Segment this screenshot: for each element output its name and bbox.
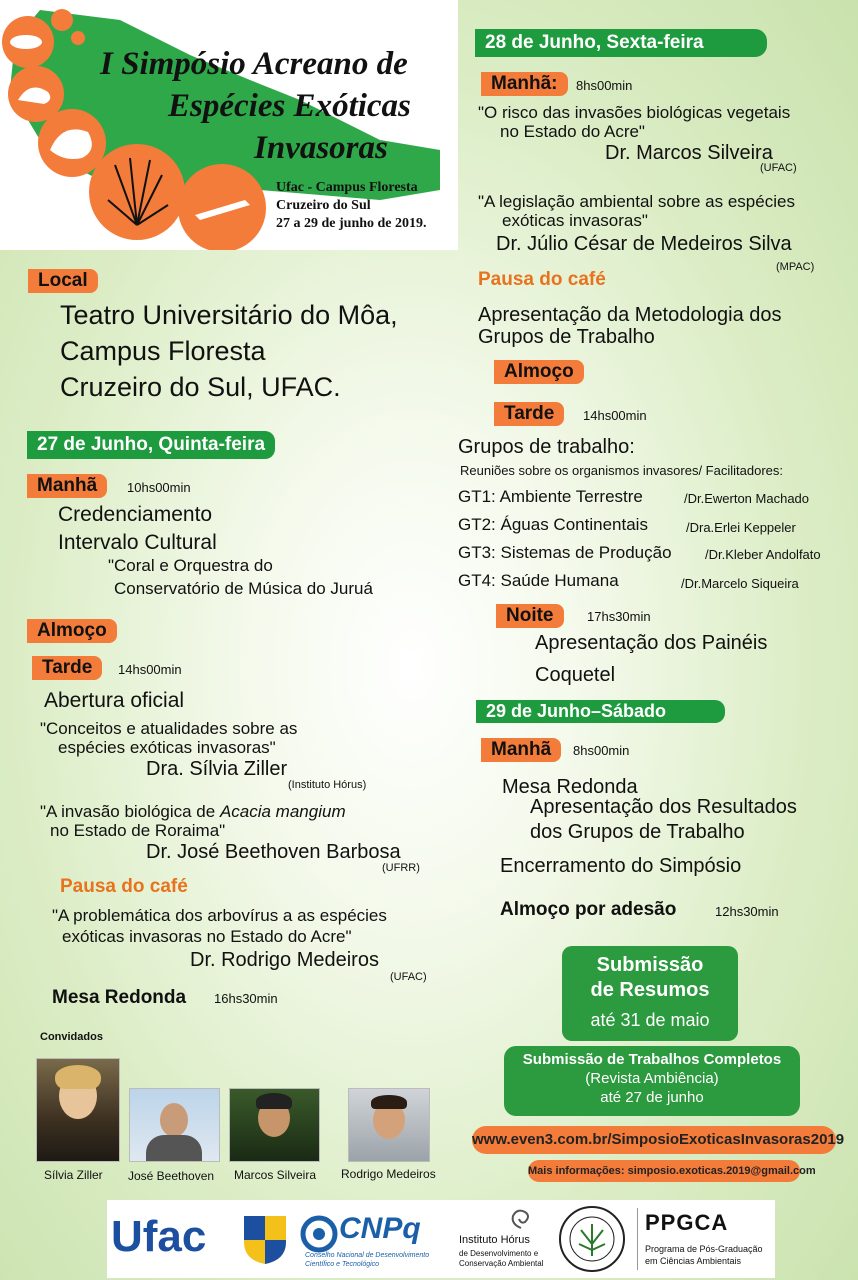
horus-sub-1: de Desenvolvimento e bbox=[459, 1249, 539, 1258]
day27-mesa: Mesa Redonda bbox=[52, 987, 187, 1008]
horus-name: Instituto Hórus bbox=[459, 1234, 530, 1246]
photo-silvia-ziller bbox=[36, 1058, 120, 1162]
gt2-facilitator: /Dra.Erlei Keppeler bbox=[686, 520, 796, 535]
day29-mesa: Mesa Redonda bbox=[502, 776, 638, 798]
completos-line-2: (Revista Ambiência) bbox=[585, 1070, 719, 1087]
photo-marcos-silveira bbox=[229, 1088, 320, 1162]
inst-ufrr: (UFRR) bbox=[382, 862, 420, 874]
cnpq-logo: CNPq bbox=[339, 1212, 421, 1245]
gt2-name: GT2: Águas Continentais bbox=[458, 515, 648, 534]
gt1-name: GT1: Ambiente Terrestre bbox=[458, 487, 643, 506]
day28-talk2-line-2: exóticas invasoras" bbox=[502, 211, 648, 230]
day28-noite-time: 17hs30min bbox=[587, 609, 651, 624]
talk2-text: "A invasão biológica de bbox=[40, 802, 220, 821]
photo-jose-beethoven bbox=[129, 1088, 220, 1162]
talk1-line-2: espécies exóticas invasoras" bbox=[58, 738, 276, 757]
cnpq-sub-2: Científico e Tecnológico bbox=[305, 1261, 380, 1268]
reunioes-facilitadores: Reuniões sobre os organismos invasores/ Facilitadores: bbox=[460, 463, 783, 478]
inst-ufac: (UFAC) bbox=[390, 971, 427, 983]
convidados-label: Convidados bbox=[40, 1031, 103, 1043]
gt3-facilitator: /Dr.Kleber Andolfato bbox=[705, 547, 821, 562]
encerramento: Encerramento do Simpósio bbox=[500, 855, 742, 877]
gt1-facilitator: /Dr.Ewerton Machado bbox=[684, 491, 810, 506]
resultados-line-1: Apresentação dos Resultados bbox=[530, 796, 797, 818]
gt3-name: GT3: Sistemas de Produção bbox=[458, 543, 672, 562]
caption-beethoven: José Beethoven bbox=[128, 1169, 215, 1183]
header-banner bbox=[0, 0, 458, 250]
title-line-1: I Simpósio Acreano de bbox=[100, 46, 408, 82]
credenciamento: Credenciamento bbox=[58, 503, 213, 526]
day28-title: 28 de Junho, Sexta-feira bbox=[475, 29, 767, 57]
grupos-trabalho: Grupos de trabalho: bbox=[458, 436, 635, 458]
day27-tarde-tag: Tarde bbox=[32, 656, 102, 680]
cnpq-symbol-icon bbox=[299, 1214, 339, 1254]
day27-almoco-tag: Almoço bbox=[27, 619, 117, 643]
day28-tarde-tag: Tarde bbox=[494, 402, 564, 426]
lab-seal-icon bbox=[557, 1204, 627, 1274]
metodologia-line-1: Apresentação da Metodologia dos bbox=[478, 304, 782, 326]
title-line-2: Espécies Exóticas bbox=[168, 88, 411, 124]
hair bbox=[256, 1093, 292, 1109]
completos-line-1: Submissão de Trabalhos Completos bbox=[522, 1051, 782, 1068]
metodologia-line-2: Grupos de Trabalho bbox=[478, 326, 655, 348]
contact-email[interactable]: Mais informações: simposio.exoticas.2019@gmail.com bbox=[528, 1160, 800, 1182]
speaker-beethoven: Dr. José Beethoven Barbosa bbox=[146, 841, 401, 863]
speaker-julio: Dr. Júlio César de Medeiros Silva bbox=[496, 233, 792, 255]
speaker-ziller: Dra. Sílvia Ziller bbox=[146, 758, 288, 780]
talk1-line-1: "Conceitos e atualidades sobre as bbox=[40, 719, 298, 738]
day27-manha-tag: Manhã bbox=[27, 474, 107, 498]
inst-mpac: (MPAC) bbox=[776, 261, 815, 273]
ppgca-logo: PPGCA bbox=[645, 1210, 729, 1235]
caption-ziller: Sílvia Ziller bbox=[44, 1168, 103, 1182]
day28-talk1-line-2: no Estado do Acre" bbox=[500, 122, 645, 141]
bubble bbox=[71, 31, 85, 45]
hair bbox=[55, 1065, 101, 1089]
submissao-line-2: de Resumos bbox=[590, 979, 710, 1001]
day28-noite-tag: Noite bbox=[496, 604, 564, 628]
completos-line-3: até 27 de junho bbox=[600, 1089, 704, 1106]
sponsor-logos-bar bbox=[107, 1200, 775, 1278]
plant-circle bbox=[89, 144, 185, 240]
acre-map-illustration bbox=[0, 0, 458, 250]
photo-rodrigo-medeiros bbox=[348, 1088, 430, 1162]
day29-title: 29 de Junho–Sábado bbox=[476, 700, 725, 723]
bubble bbox=[51, 9, 73, 31]
inst-ufac-28: (UFAC) bbox=[760, 162, 797, 174]
ppgca-sub-1: Programa de Pós-Graduação bbox=[645, 1244, 763, 1254]
ufac-logo: Ufac bbox=[111, 1212, 207, 1261]
day29-manha-tag: Manhã bbox=[481, 738, 561, 762]
venue-line-2: Cruzeiro do Sul bbox=[276, 198, 371, 213]
talk2-line-1 bbox=[40, 802, 346, 822]
ufac-shield-icon bbox=[242, 1214, 288, 1266]
day27-manha-time: 10hs00min bbox=[127, 480, 191, 495]
day27-tarde-time: 14hs00min bbox=[118, 662, 182, 677]
inst-horus: (Instituto Hórus) bbox=[288, 779, 367, 791]
shirt bbox=[146, 1135, 202, 1161]
gt4-facilitator: /Dr.Marcelo Siqueira bbox=[681, 576, 799, 591]
day27-pausa: Pausa do café bbox=[60, 876, 188, 897]
day28-manha-tag: Manhã: bbox=[481, 72, 568, 96]
coral-line-2: Conservatório de Música do Juruá bbox=[114, 579, 373, 598]
day28-manha-time: 8hs00min bbox=[576, 78, 633, 93]
fish-icon bbox=[10, 35, 42, 49]
day28-talk1-line-1: "O risco das invasões biológicas vegetais bbox=[478, 103, 791, 122]
intervalo-cultural: Intervalo Cultural bbox=[58, 531, 217, 554]
apresentacao-paineis: Apresentação dos Painéis bbox=[535, 632, 768, 654]
face bbox=[160, 1103, 188, 1137]
talk3-line-1: "A problemática dos arbovírus a as espécies bbox=[52, 906, 387, 925]
day27-mesa-time: 16hs30min bbox=[214, 991, 278, 1006]
ppgca-sub-2: em Ciências Ambientais bbox=[645, 1256, 742, 1266]
caption-medeiros: Rodrigo Medeiros bbox=[341, 1167, 436, 1181]
abertura-oficial: Abertura oficial bbox=[44, 689, 185, 712]
submissao-line-3: até 31 de maio bbox=[590, 1010, 710, 1030]
coquetel: Coquetel bbox=[535, 664, 616, 686]
day27-title: 27 de Junho, Quinta-feira bbox=[27, 431, 275, 459]
venue-line-1: Ufac - Campus Floresta bbox=[276, 180, 418, 195]
event-dates: 27 a 29 de junho de 2019. bbox=[276, 216, 427, 231]
title-line-3: Invasoras bbox=[254, 130, 388, 166]
day28-almoco-tag: Almoço bbox=[494, 360, 584, 384]
hair bbox=[371, 1095, 407, 1109]
event-url[interactable]: www.even3.com.br/SimposioExoticasInvasoras2019 bbox=[472, 1126, 836, 1154]
submissao-line-1: Submissão bbox=[596, 954, 704, 976]
cnpq-sub-1: Conselho Nacional de Desenvolvimento bbox=[305, 1252, 430, 1259]
horus-sub-2: Conservação Ambiental bbox=[459, 1259, 544, 1268]
day28-pausa: Pausa do café bbox=[478, 269, 606, 290]
trabalhos-completos-box bbox=[504, 1046, 800, 1116]
almoco-adesao: Almoço por adesão bbox=[500, 899, 677, 920]
local-line-2: Campus Floresta bbox=[60, 336, 266, 366]
talk2-species: Acacia mangium bbox=[219, 802, 346, 821]
day29-manha-time: 8hs00min bbox=[573, 743, 630, 758]
submissao-resumos-box bbox=[562, 946, 738, 1041]
local-line-3: Cruzeiro do Sul, UFAC. bbox=[60, 372, 341, 402]
day28-tarde-time: 14hs00min bbox=[583, 408, 647, 423]
talk3-line-2: exóticas invasoras no Estado do Acre" bbox=[62, 927, 352, 946]
speaker-medeiros: Dr. Rodrigo Medeiros bbox=[190, 949, 379, 971]
divider bbox=[637, 1208, 638, 1270]
resultados-line-2: dos Grupos de Trabalho bbox=[530, 821, 745, 843]
caption-silveira: Marcos Silveira bbox=[234, 1168, 317, 1182]
horus-spiral-icon bbox=[507, 1206, 535, 1232]
local-line-1: Teatro Universitário do Môa, bbox=[60, 300, 398, 330]
talk2-line-2: no Estado de Roraima" bbox=[50, 821, 226, 840]
speaker-silveira: Dr. Marcos Silveira bbox=[605, 142, 773, 164]
gt4-name: GT4: Saúde Humana bbox=[458, 571, 619, 590]
day28-talk2-line-1: "A legislação ambiental sobre as espécies bbox=[478, 192, 795, 211]
coral-line-1: "Coral e Orquestra do bbox=[108, 556, 273, 575]
almoco-adesao-time: 12hs30min bbox=[715, 904, 779, 919]
local-tag: Local bbox=[28, 269, 98, 293]
